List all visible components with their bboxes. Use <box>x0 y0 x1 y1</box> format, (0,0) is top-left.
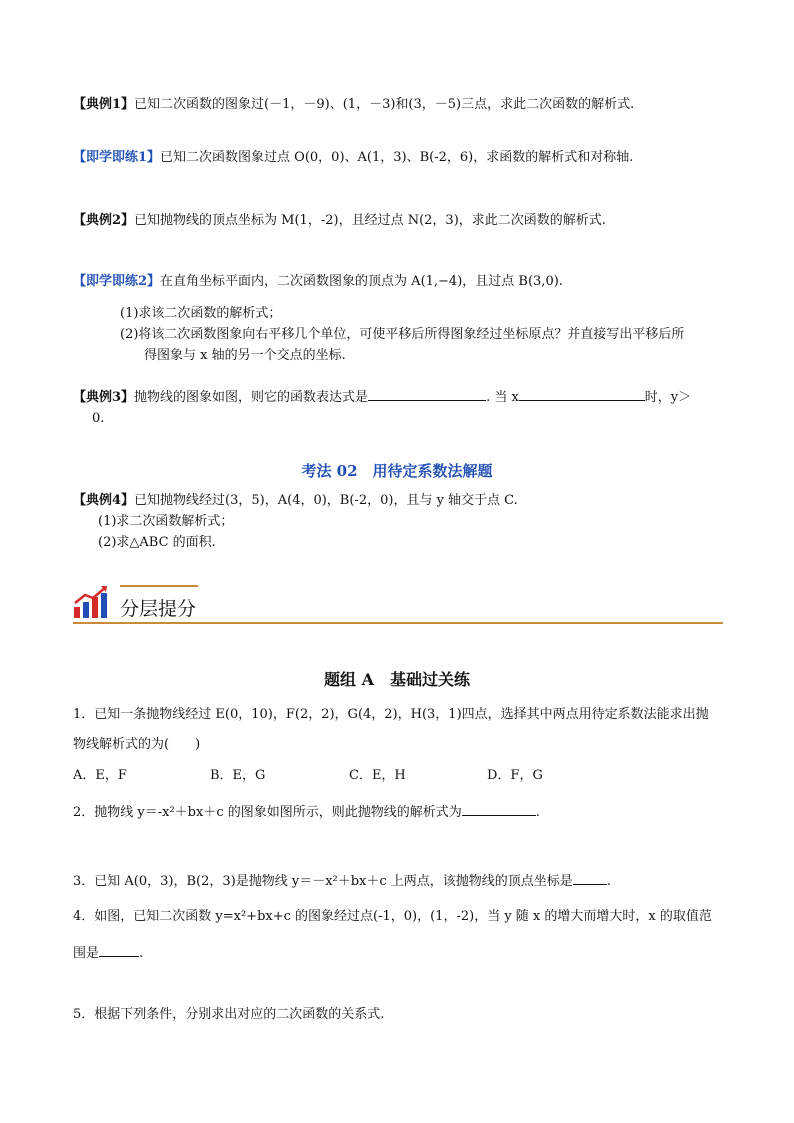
question-5: 5．根据下列条件，分别求出对应的二次函数的关系式. <box>73 1007 385 1022</box>
option-b[interactable]: B．E，G <box>210 768 266 783</box>
option-d[interactable]: D．F，G <box>487 768 543 783</box>
question-3-text: 3．已知 A(0，3)，B(2，3)是抛物线 y＝－x²＋bx＋c 上两点，该抛物线的顶点坐标是 <box>73 874 573 889</box>
example-3-continued: 0. <box>92 411 105 426</box>
rising-bar-chart-icon <box>73 585 109 619</box>
question-2-end: . <box>535 805 540 820</box>
example-2-tag: 【典例2】 <box>73 213 135 228</box>
question-3-end: . <box>606 874 611 889</box>
practice-2-q2-line1: (2)将该二次函数图象向右平移几个单位，可使平移后所得图象经过坐标原点？并直接写出平移后所 <box>120 327 685 342</box>
question-1-line1: 1．已知一条抛物线经过 E(0，10)，F(2，2)，G(4，2)，H(3，1)四点，选择其中两点用待定系数法能求出抛 <box>73 707 709 722</box>
example-4-text: 已知抛物线经过(3，5)，A(4，0)，B(-2，0)，且与 y 轴交于点 C. <box>134 493 518 508</box>
section-title: 考法 02 用待定系数法解题 <box>301 462 493 480</box>
example-4-q2: (2)求△ABC 的面积. <box>98 535 216 550</box>
banner-title: 分层提分 <box>120 598 197 620</box>
example-3-text-b: . 当 x <box>486 390 519 405</box>
banner-rule <box>73 622 723 624</box>
example-1-tag: 【典例1】 <box>73 97 135 112</box>
practice-2-q1: (1)求该二次函数的解析式； <box>120 306 282 321</box>
example-4-tag: 【典例4】 <box>73 493 135 508</box>
answer-blank[interactable] <box>573 872 607 885</box>
practice-1-text: 已知二次函数图象过点 O(0，0)、A(1，3)、B(-2，6)，求函数的解析式和对称轴. <box>160 150 634 165</box>
option-c[interactable]: C．E，H <box>349 768 406 783</box>
practice-1-tag: 【即学即练1】 <box>73 150 161 165</box>
group-title: 题组 A 基础过关练 <box>324 670 470 689</box>
practice-2 <box>73 273 563 291</box>
question-1-line2: 物线解析式的为( ) <box>73 737 201 752</box>
example-3-text-c: 时，y＞ <box>644 390 692 405</box>
example-3-text: 抛物线的图象如图，则它的函数表达式是 <box>134 390 369 405</box>
answer-blank[interactable] <box>99 944 139 957</box>
question-4-line2 <box>73 944 143 963</box>
example-3 <box>73 388 691 407</box>
practice-2-tag: 【即学即练2】 <box>73 274 161 289</box>
answer-blank[interactable] <box>462 803 536 816</box>
question-2 <box>73 803 540 822</box>
answer-blank[interactable] <box>368 388 486 401</box>
answer-blank[interactable] <box>519 388 645 401</box>
practice-2-q2-line2: 得图象与 x 轴的另一个交点的坐标. <box>144 348 346 363</box>
option-a[interactable]: A．E，F <box>73 768 127 783</box>
example-2 <box>73 212 606 230</box>
example-3-tag: 【典例3】 <box>73 390 135 405</box>
example-1-text: 已知二次函数的图象过(－1，－9)、(1，－3)和(3，－5)三点，求此二次函数的解析式. <box>134 97 635 112</box>
question-4-end: . <box>139 946 144 961</box>
practice-1 <box>73 149 633 167</box>
question-4-line1: 4．如图，已知二次函数 y=x²+bx+c 的图象经过点(-1，0)，(1，-2)，当 y 随 x 的增大而增大时，x 的取值范 <box>73 909 712 924</box>
example-2-text: 已知抛物线的顶点坐标为 M(1，-2)，且经过点 N(2，3)，求此二次函数的解析式. <box>134 213 606 228</box>
example-4-q1: (1)求二次函数解析式； <box>98 514 234 529</box>
example-1 <box>73 96 634 114</box>
question-2-text: 2．抛物线 y＝-x²＋bx＋c 的图象如图所示，则此抛物线的解析式为 <box>73 805 462 820</box>
question-3 <box>73 872 611 891</box>
question-4-text: 围是 <box>73 946 100 961</box>
practice-2-text: 在直角坐标平面内，二次函数图象的顶点为 A(1,−4)，且过点 B(3,0). <box>160 274 563 289</box>
example-4 <box>73 492 518 510</box>
banner-accent-line <box>120 585 198 587</box>
